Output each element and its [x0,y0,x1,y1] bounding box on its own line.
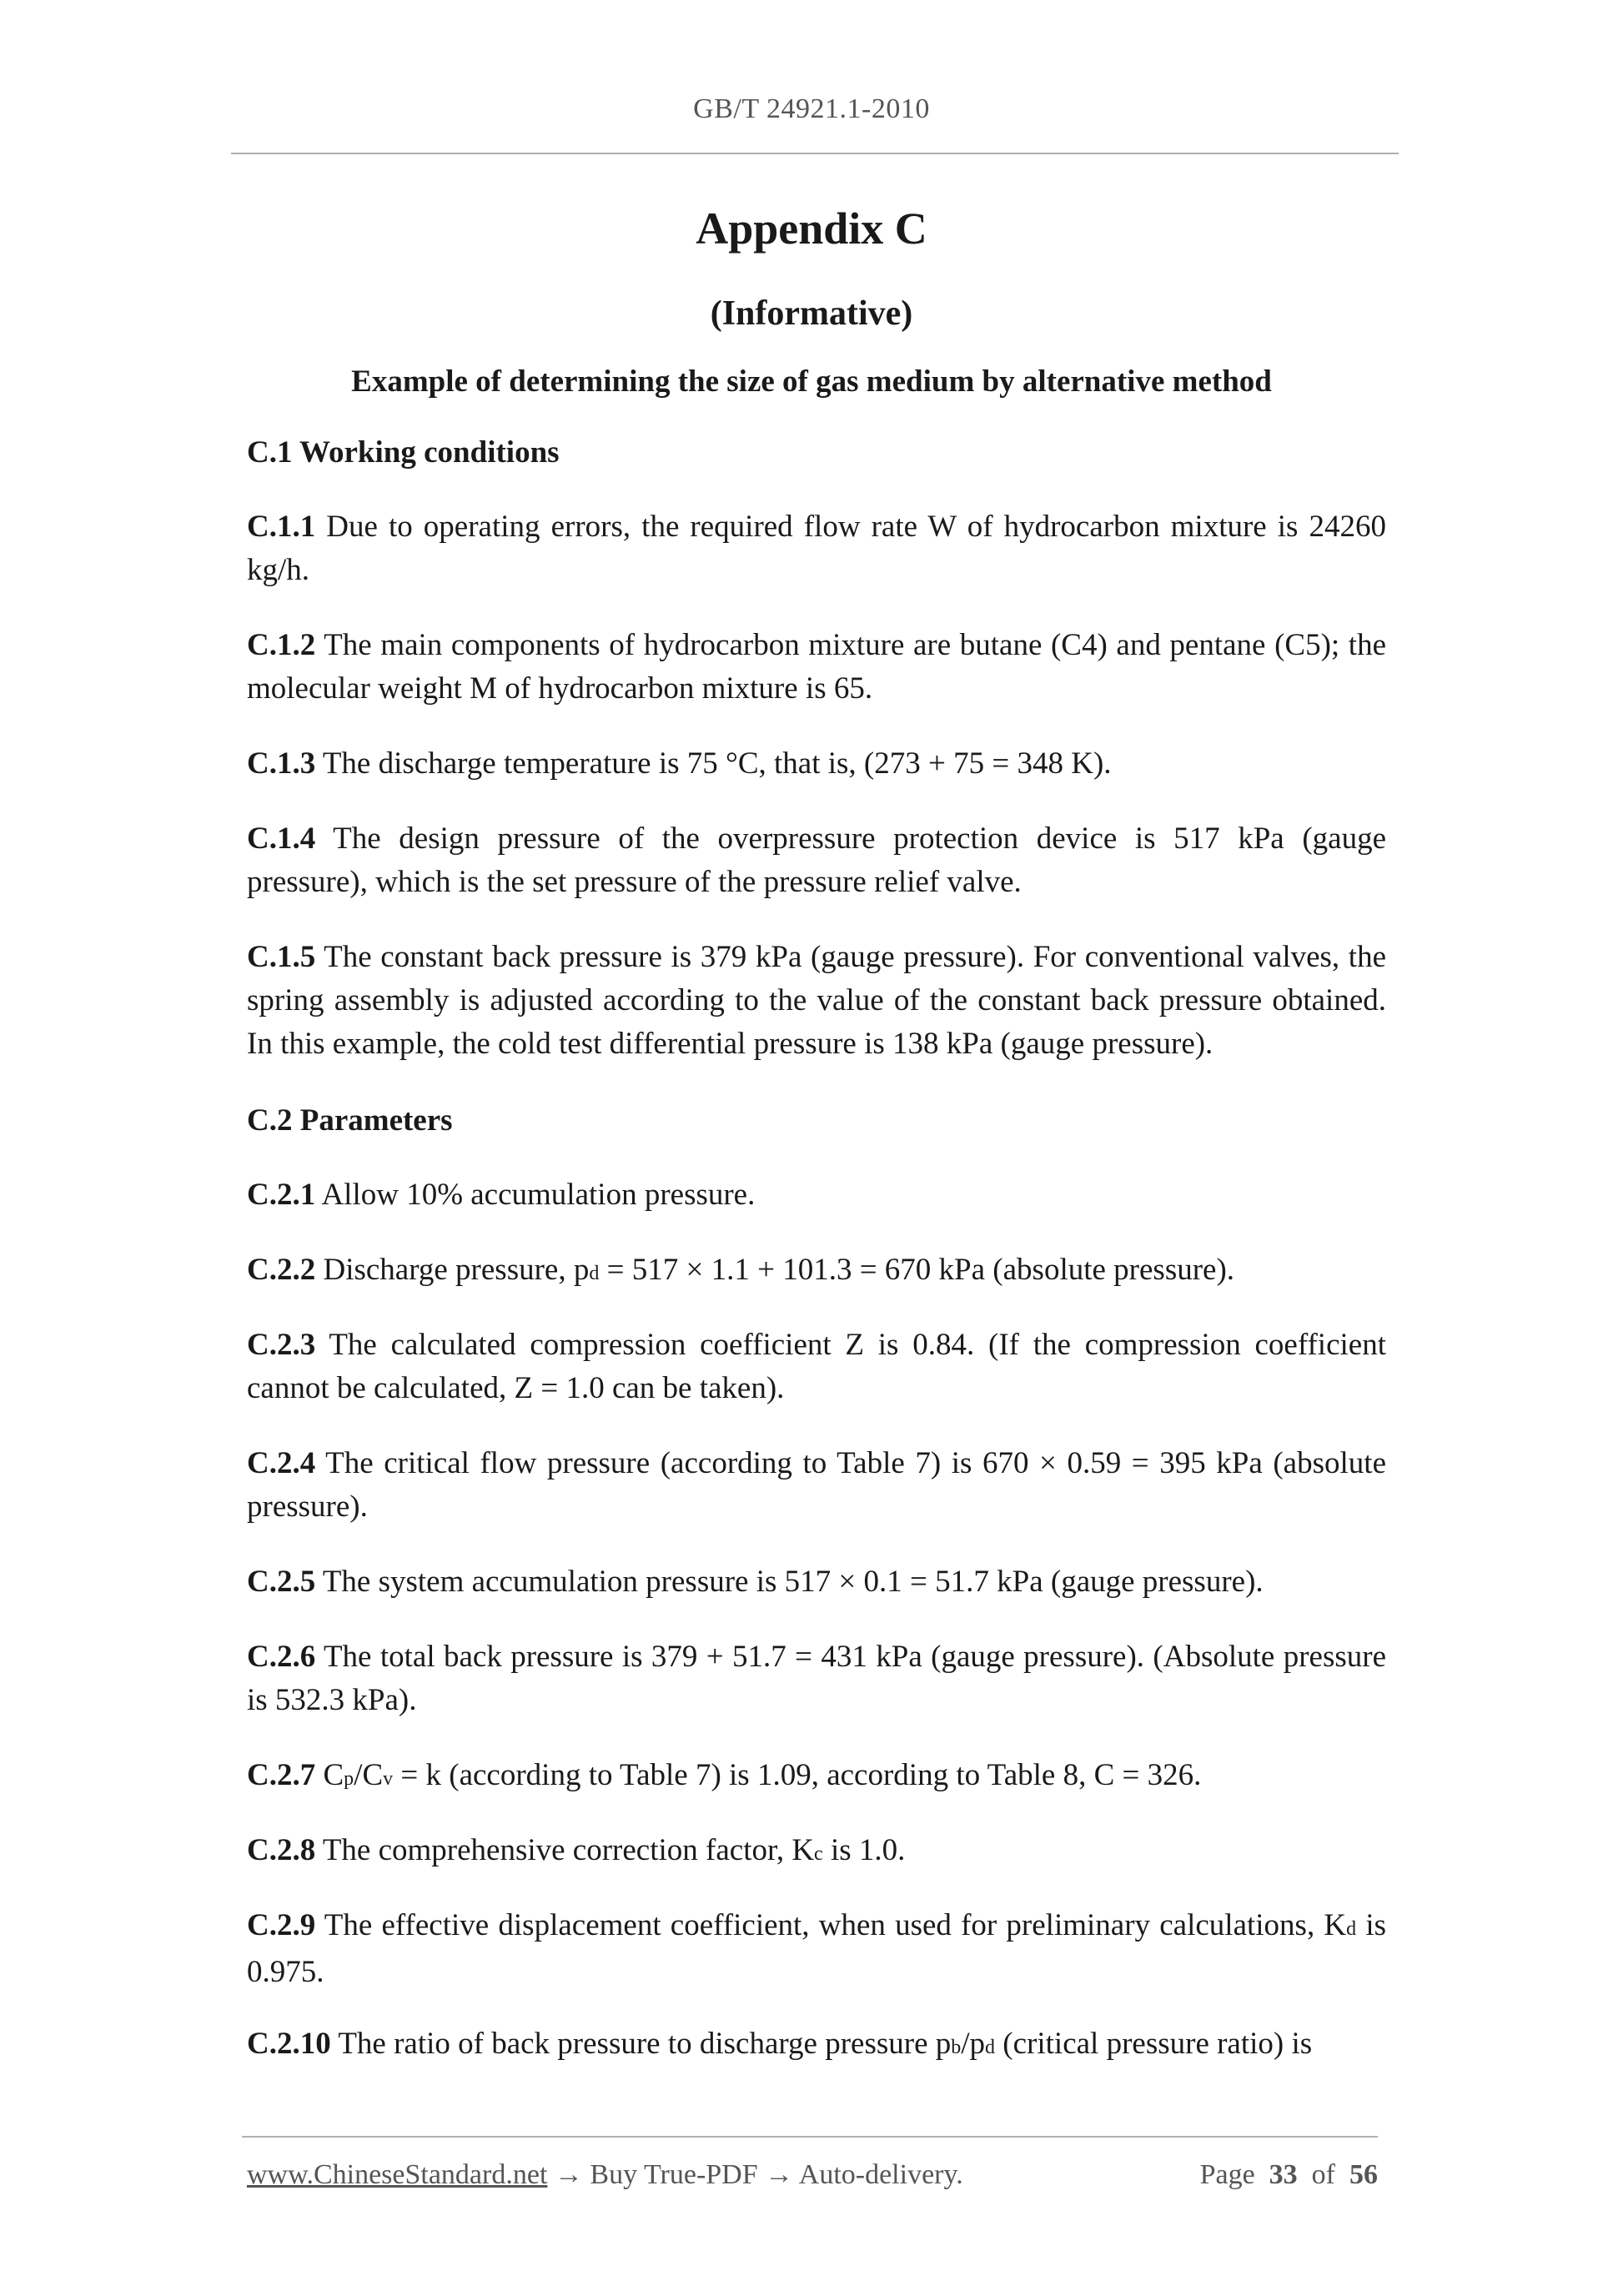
header-divider [231,153,1399,154]
clause-text: The total back pressure is 379 + 51.7 = 431 kPa (gauge pressure). (Absolute pressure is 532.3 kPa). [247,1640,1386,1717]
clause-c2-9 [247,1904,1386,1994]
page-label: Page [1199,2159,1255,2190]
clause-c2-5 [247,1560,1386,1604]
clause-c1-3 [247,742,1386,786]
page-indicator [1200,2159,1378,2191]
subscript: d [589,1263,600,1284]
clause-number: C.2.7 [247,1758,316,1792]
clause-c2-7 [247,1754,1386,1801]
clause-number: C.2.4 [247,1446,316,1480]
clause-text: is 0.975. [247,1908,1386,1989]
clause-text: The discharge temperature is 75 °C, that is, (273 + 75 = 348 K). [315,746,1112,781]
clause-c1-4 [247,817,1386,904]
clause-text: Discharge pressure, p [315,1253,590,1287]
clause-c2-10 [247,2022,1386,2069]
clause-text: Allow 10% accumulation pressure. [315,1178,756,1212]
clause-number: C.1.1 [247,510,316,544]
clause-c1-1 [247,505,1386,592]
clause-text: The main components of hydrocarbon mixture are butane (C4) and pentane (C5); the molecular weight M of hydrocarbon mixture is 65. [247,628,1386,706]
promo-text: → Buy True-PDF → Auto-delivery. [547,2159,963,2190]
clause-text: = 517 × 1.1 + 101.3 = 670 kPa (absolute pressure). [599,1253,1235,1287]
clause-text: The ratio of back pressure to discharge pressure p [330,2027,952,2061]
clause-c2-1 [247,1173,1386,1217]
clause-text: The system accumulation pressure is 517 × 0.1 = 51.7 kPa (gauge pressure). [315,1565,1264,1599]
page-of: of [1311,2159,1335,2190]
clause-text: is 1.0. [822,1833,906,1867]
clause-number: C.1.4 [247,821,316,856]
footer-promo [247,2159,963,2191]
subscript: p [344,1768,354,1790]
appendix-title: Appendix C [696,203,927,254]
page-total: 56 [1349,2159,1378,2190]
clause-number: C.1.5 [247,940,316,974]
clause-text: The calculated compression coefficient Z is 0.84. (If the compression coefficient cannot be calculated, Z = 1.0 can be taken). [247,1328,1386,1405]
clause-c1-5 [247,936,1386,1066]
clause-number: C.2.5 [247,1565,316,1599]
clause-text: Due to operating errors, the required flow rate W of hydrocarbon mixture is 24260 kg/h. [247,510,1386,587]
document-header: GB/T 24921.1-2010 [693,93,930,124]
clause-text: /C [354,1758,384,1792]
clause-text: The critical flow pressure (according to Table 7) is 670 × 0.59 = 395 kPa (absolute pressure). [247,1446,1386,1524]
subscript: v [383,1768,394,1790]
clause-text: The design pressure of the overpressure protection device is 517 kPa (gauge pressure), which is the set pressure of the pressure relief valve. [247,821,1386,899]
clause-text: = k (according to Table 7) is 1.09, according to Table 8, C = 326. [393,1758,1202,1792]
clause-c2-2 [247,1248,1386,1295]
clause-number: C.1.2 [247,628,316,662]
site-link[interactable]: www.ChineseStandard.net [247,2159,548,2190]
clause-number: C.2.8 [247,1833,316,1867]
subscript: c [814,1843,823,1865]
clause-c2-3 [247,1324,1386,1410]
clause-c2-8 [247,1829,1386,1876]
clause-text: The constant back pressure is 379 kPa (gauge pressure). For conventional valves, the spring assembly is adjusted according to the value of the constant back pressure obtained. In this example, the cold test differential pressure is 138 kPa (gauge pressure). [247,940,1386,1061]
page-current: 33 [1269,2159,1298,2190]
footer-divider [242,2136,1378,2138]
clause-text: C [315,1758,344,1792]
clause-number: C.2.3 [247,1328,316,1362]
example-title: Example of determining the size of gas medium by alternative method [351,364,1272,399]
clause-text: The effective displacement coefficient, when used for preliminary calculations, K [315,1908,1347,1942]
clause-text: The comprehensive correction factor, K [315,1833,815,1867]
appendix-subtitle: (Informative) [710,294,913,333]
clause-c1-2 [247,624,1386,711]
clause-text: /p [961,2027,986,2061]
section-heading-c1: C.1 Working conditions [247,435,560,470]
clause-number: C.1.3 [247,746,316,781]
clause-text: (critical pressure ratio) is [995,2027,1313,2061]
clause-c2-4 [247,1442,1386,1529]
page-footer [247,2159,1378,2198]
subscript: b [951,2037,962,2058]
subscript: d [985,2037,996,2058]
subscript: d [1346,1918,1357,1940]
clause-number: C.2.9 [247,1908,316,1942]
clause-number: C.2.1 [247,1178,316,1212]
clause-number: C.2.2 [247,1253,316,1287]
section-heading-c2: C.2 Parameters [247,1103,453,1138]
clause-number: C.2.10 [247,2027,331,2061]
clause-number: C.2.6 [247,1640,316,1674]
clause-c2-6 [247,1635,1386,1722]
